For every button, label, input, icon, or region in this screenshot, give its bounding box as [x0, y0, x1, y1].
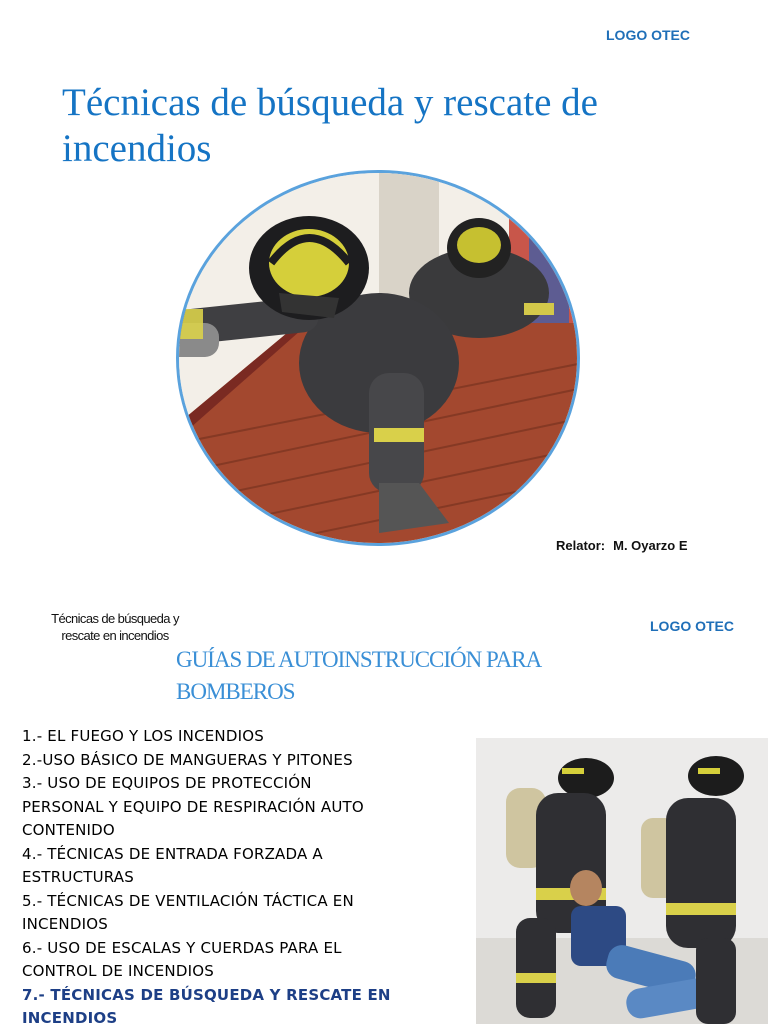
firefighters-rescue-illustration [476, 738, 768, 1024]
slide-header-small [30, 610, 200, 644]
list-item: 6.- USO DE ESCALAS Y CUERDAS PARA EL [22, 938, 342, 957]
list-item: 4.- TÉCNICAS DE ENTRADA FORZADA A [22, 844, 323, 863]
guide-title-line-2: BOMBEROS [176, 679, 295, 704]
logo-otec-text: LOGO OTEC [606, 27, 690, 43]
guide-list [22, 725, 392, 1031]
guide-title-line-1: GUÍAS DE AUTOINSTRUCCIÓN PARA [176, 647, 542, 672]
list-item: PERSONAL Y EQUIPO DE RESPIRACIÓN AUTO [22, 797, 364, 816]
list-item: CONTENIDO [22, 821, 115, 839]
small-heading-line-2: rescate en incendios [61, 628, 169, 643]
guide-title [176, 644, 606, 708]
page-title: Técnicas de búsqueda y rescate de incendios [62, 81, 598, 170]
list-item: CONTROL DE INCENDIOS [22, 962, 214, 980]
relator-label: Relator: [556, 538, 606, 553]
list-item: 3.- USO DE EQUIPOS DE PROTECCIÓN [22, 774, 312, 792]
logo-otec-text-2: LOGO OTEC [650, 618, 734, 634]
small-heading-line-1: Técnicas de búsqueda y [51, 611, 179, 626]
relator-line [556, 538, 688, 553]
relator-name: M. Oyarzo E [613, 538, 688, 553]
firefighters-crawling-photo [176, 170, 580, 546]
list-item-highlighted: 7.- TÉCNICAS DE BÚSQUEDA Y RESCATE EN [22, 985, 391, 1004]
list-item: INCENDIOS [22, 915, 108, 933]
list-item: 5.- TÉCNICAS DE VENTILACIÓN TÁCTICA EN [22, 891, 354, 910]
list-item-highlighted: INCENDIOS [22, 1009, 118, 1027]
list-item: 1.- EL FUEGO Y LOS INCENDIOS [22, 727, 264, 745]
firefighters-rescue-photo [476, 738, 768, 1024]
firefighters-crawling-illustration [179, 173, 580, 546]
list-item: 2.-USO BÁSICO DE MANGUERAS Y PITONES [22, 750, 353, 769]
list-item: ESTRUCTURAS [22, 868, 134, 886]
